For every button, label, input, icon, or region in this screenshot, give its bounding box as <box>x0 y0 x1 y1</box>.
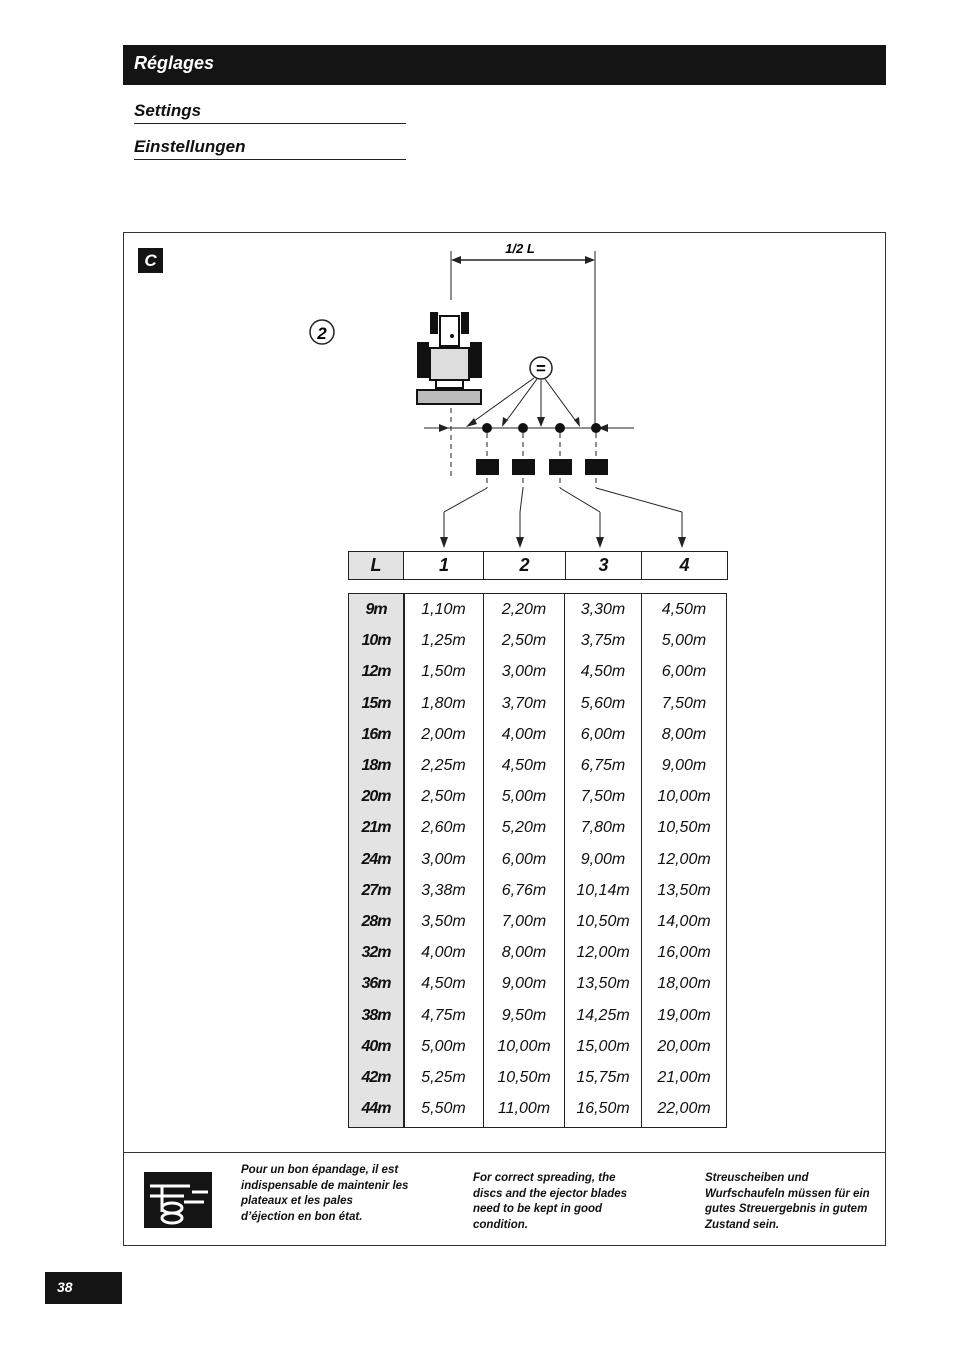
row-length-cell: 42m <box>361 1069 391 1086</box>
row-value-cell: 18,00m <box>657 975 711 993</box>
header-l: L <box>349 552 403 579</box>
row-value-cell: 2,50m <box>421 788 466 806</box>
row-value-cell: 13,50m <box>576 975 630 993</box>
row-value-cell: 5,00m <box>421 1037 466 1055</box>
row-value-cell: 4,50m <box>501 757 547 774</box>
circle-number: 2 <box>317 324 327 343</box>
row-value-cell: 5,00m <box>661 632 707 650</box>
row-value-cell: 10,14m <box>576 881 630 899</box>
table-row <box>349 1062 726 1093</box>
note-german: Streuscheiben und Wurfschaufeln müssen für ein gutes Streuergebnis in gutem Zustand sein. <box>705 1172 870 1231</box>
row-value-cell: 10,50m <box>576 913 630 930</box>
table-row <box>349 1093 726 1124</box>
row-value-cell: 10,00m <box>497 1037 551 1055</box>
table-row <box>349 688 726 719</box>
row-value-cell: 19,00m <box>657 1006 711 1024</box>
row-value-cell: 7,50m <box>580 788 626 806</box>
table-row <box>349 906 726 937</box>
row-value-cell: 5,50m <box>421 1100 466 1118</box>
row-value-cell: 14,00m <box>657 913 711 930</box>
row-value-cell: 6,76m <box>501 881 547 899</box>
row-value-cell: 13,50m <box>657 881 711 899</box>
row-value-cell: 3,75m <box>580 632 626 650</box>
row-value-cell: 9,50m <box>501 1006 547 1024</box>
row-value-cell: 4,50m <box>421 975 466 993</box>
subtitle-einstellungen: Einstellungen <box>134 137 406 160</box>
table-row <box>349 625 726 656</box>
row-value-cell: 15,75m <box>576 1069 630 1086</box>
row-value-cell: 6,00m <box>661 663 707 681</box>
row-length-cell: 38m <box>361 1006 391 1024</box>
row-length-cell: 27m <box>361 881 391 899</box>
row-length-cell: 10m <box>361 632 391 650</box>
row-length-cell: 44m <box>361 1100 391 1118</box>
header-2: 2 <box>519 555 530 575</box>
row-value-cell: 8,00m <box>501 944 547 962</box>
note-english: For correct spreading, the discs and the ejector blades need to be kept in good condition. <box>473 1172 628 1231</box>
row-length-cell: 36m <box>361 975 391 993</box>
page-number-box <box>45 1272 122 1304</box>
notes-divider <box>123 1152 886 1153</box>
row-value-cell: 7,80m <box>580 819 626 837</box>
table-row <box>349 719 726 750</box>
row-value-cell: 10,50m <box>657 819 711 837</box>
row-value-cell: 10,50m <box>497 1069 551 1086</box>
row-value-cell: 7,50m <box>661 694 707 712</box>
table-row <box>349 781 726 812</box>
row-value-cell: 3,70m <box>501 694 547 712</box>
page-number: 38 <box>57 1279 73 1295</box>
table-row <box>349 594 726 625</box>
row-value-cell: 1,80m <box>421 694 466 712</box>
row-length-cell: 18m <box>361 757 391 774</box>
row-value-cell: 1,50m <box>421 663 466 681</box>
note-french: Pour un bon épandage, il est indispensable de maintenir les plateaux et les pales d’éjection en bon état. <box>241 1164 409 1223</box>
row-length-cell: 32m <box>361 944 391 962</box>
arrow-icon <box>451 256 461 264</box>
row-value-cell: 4,50m <box>661 601 707 618</box>
row-value-cell: 14,25m <box>576 1006 630 1024</box>
column-header-table <box>348 551 728 580</box>
row-length-cell: 28m <box>361 913 391 930</box>
row-length-cell: 40m <box>361 1037 391 1055</box>
row-value-cell: 2,60m <box>421 819 466 837</box>
row-value-cell: 10,00m <box>657 788 711 806</box>
row-length-cell: 9m <box>365 601 387 618</box>
row-length-cell: 24m <box>361 850 391 868</box>
row-value-cell: 5,25m <box>421 1069 466 1086</box>
row-value-cell: 4,00m <box>501 725 547 743</box>
settings-table <box>348 593 727 1128</box>
row-value-cell: 4,75m <box>421 1006 466 1024</box>
row-value-cell: 3,00m <box>501 663 547 681</box>
header-4: 4 <box>679 555 690 575</box>
row-value-cell: 21,00m <box>657 1069 711 1086</box>
spreading-diagram <box>0 0 954 560</box>
tractor-icon <box>417 312 482 404</box>
row-value-cell: 3,30m <box>580 601 626 618</box>
table-row <box>349 1000 726 1031</box>
table-row <box>349 875 726 906</box>
row-value-cell: 1,10m <box>421 601 466 618</box>
row-value-cell: 11,00m <box>497 1100 551 1118</box>
table-row <box>349 750 726 781</box>
row-value-cell: 6,00m <box>580 725 626 743</box>
subtitle-settings: Settings <box>134 101 406 124</box>
row-value-cell: 2,25m <box>421 757 466 774</box>
row-value-cell: 4,00m <box>421 944 466 962</box>
row-value-cell: 22,00m <box>657 1100 711 1118</box>
figure-badge: C <box>138 248 163 273</box>
row-value-cell: 16,00m <box>657 944 711 962</box>
row-value-cell: 2,20m <box>501 601 547 618</box>
row-value-cell: 5,20m <box>501 819 547 837</box>
maintenance-logo-icon <box>144 1172 212 1228</box>
row-value-cell: 6,00m <box>501 850 547 868</box>
header-title: Réglages <box>134 53 215 73</box>
table-row <box>349 656 726 687</box>
row-value-cell: 1,25m <box>421 632 466 650</box>
row-value-cell: 12,00m <box>576 944 630 962</box>
row-value-cell: 2,00m <box>421 725 466 743</box>
row-length-cell: 12m <box>361 663 391 681</box>
row-value-cell: 7,00m <box>501 913 547 930</box>
row-value-cell: 5,00m <box>501 788 547 806</box>
row-value-cell: 3,00m <box>421 850 466 868</box>
table-row <box>349 812 726 843</box>
row-length-cell: 15m <box>361 694 391 712</box>
row-value-cell: 16,50m <box>576 1100 630 1118</box>
row-value-cell: 2,50m <box>501 632 547 650</box>
table-row <box>349 1031 726 1062</box>
row-value-cell: 12,00m <box>657 850 711 868</box>
row-value-cell: 9,00m <box>661 757 707 774</box>
row-value-cell: 8,00m <box>661 725 707 743</box>
table-row <box>349 844 726 875</box>
table-row <box>349 937 726 968</box>
row-value-cell: 4,50m <box>580 663 626 681</box>
equal-sign: = <box>536 359 546 378</box>
row-value-cell: 5,60m <box>580 694 626 712</box>
row-length-cell: 16m <box>361 725 391 743</box>
header-1: 1 <box>438 555 449 575</box>
row-length-cell: 20m <box>361 788 391 806</box>
half-length-label: 1/2 L <box>505 241 535 256</box>
header-3: 3 <box>598 555 609 575</box>
row-value-cell: 20,00m <box>657 1037 711 1055</box>
row-value-cell: 6,75m <box>580 757 626 774</box>
row-value-cell: 9,00m <box>501 975 547 993</box>
arrow-icon <box>585 256 595 264</box>
row-value-cell: 3,50m <box>421 913 466 930</box>
table-row <box>349 968 726 999</box>
row-length-cell: 21m <box>361 819 391 837</box>
row-value-cell: 3,38m <box>421 881 466 899</box>
row-value-cell: 9,00m <box>580 850 626 868</box>
row-value-cell: 15,00m <box>576 1037 630 1055</box>
